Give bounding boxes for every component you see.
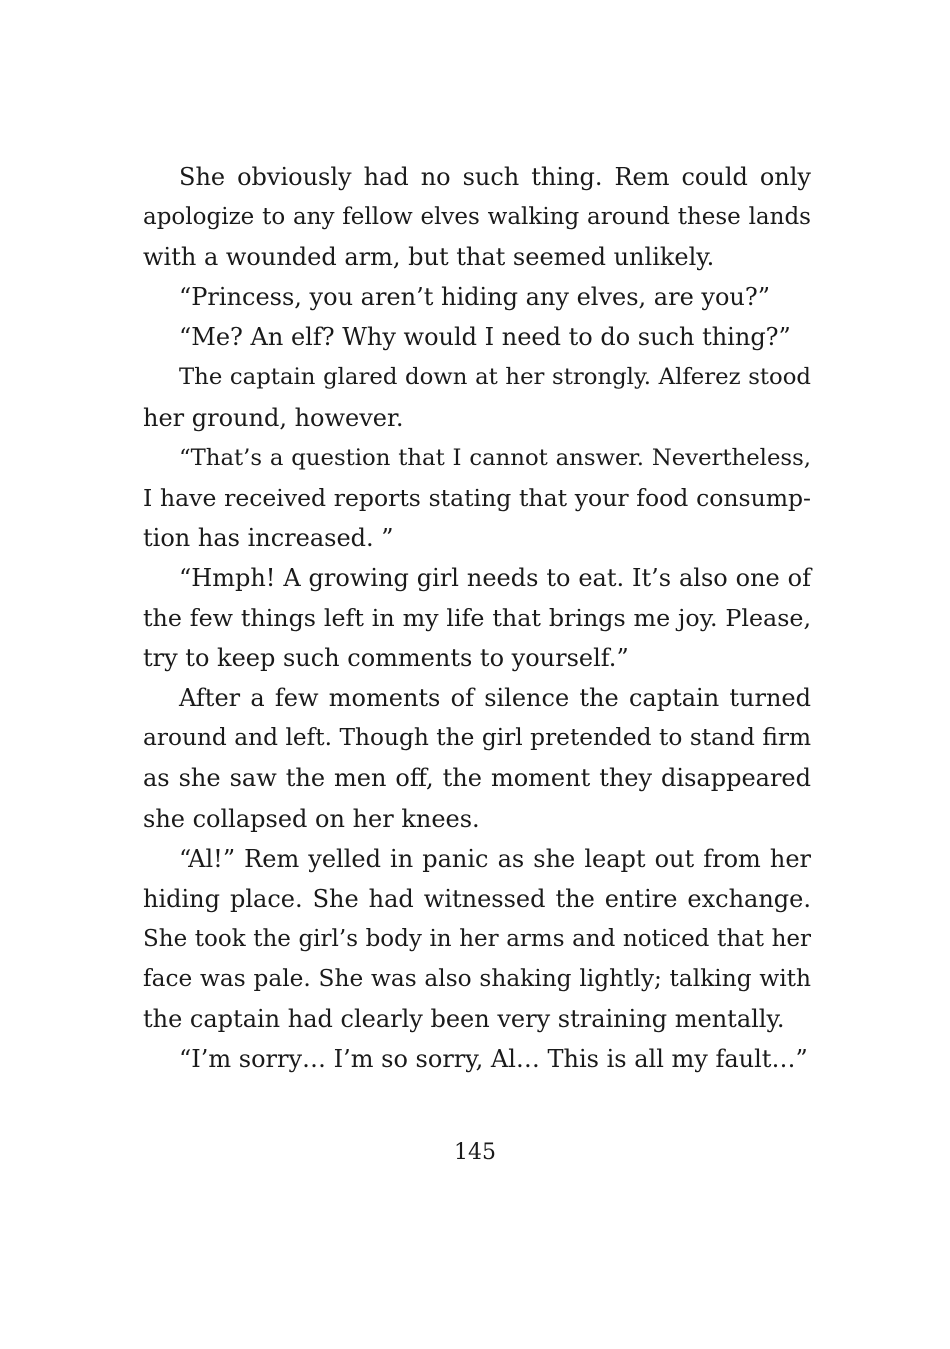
text-line: She obviously had no such thing. Rem could only (179, 163, 811, 191)
text-line: hiding place. She had witnessed the entire exchange. (143, 884, 811, 913)
text-line: the few things left in my life that brings me joy. Please, (143, 604, 811, 633)
text-line: “I’m sorry… I’m so sorry, Al… This is all my fault…” (179, 1045, 808, 1074)
text-line: “Al!” Rem yelled in panic as she leapt out from her (179, 844, 811, 873)
text-line: apologize to any fellow elves walking around these lands (143, 204, 811, 231)
text-line: tion has increased. ” (143, 523, 394, 552)
body-text (143, 157, 811, 1079)
text-line: as she saw the men off, the moment they disappeared (143, 764, 811, 793)
text-line: After a few moments of silence the captain turned (179, 684, 811, 713)
text-line: the captain had clearly been very straining mentally. (143, 1004, 785, 1033)
text-line: “Me? An elf? Why would I need to do such thing?” (179, 323, 791, 352)
text-line: “That’s a question that I cannot answer. Nevertheless, (179, 444, 811, 471)
text-line: I have received reports stating that your food consump- (143, 483, 811, 512)
text-line: she collapsed on her knees. (143, 804, 480, 833)
text-line: “Princess, you aren’t hiding any elves, are you?” (179, 283, 770, 312)
text-line: her ground, however. (143, 403, 404, 432)
text-line: The captain glared down at her strongly. Alferez stood (179, 364, 811, 391)
page-number: 145 (454, 1140, 496, 1165)
text-line: try to keep such comments to yourself.” (143, 644, 629, 673)
text-line: with a wounded arm, but that seemed unlikely. (143, 243, 715, 272)
text-line: face was pale. She was also shaking lightly; talking with (143, 964, 811, 992)
text-line: She took the girl’s body in her arms and noticed that her (143, 925, 811, 952)
text-line: around and left. Though the girl pretended to stand firm (143, 724, 811, 752)
text-line: “Hmph! A growing girl needs to eat. It’s also one of (179, 563, 811, 592)
